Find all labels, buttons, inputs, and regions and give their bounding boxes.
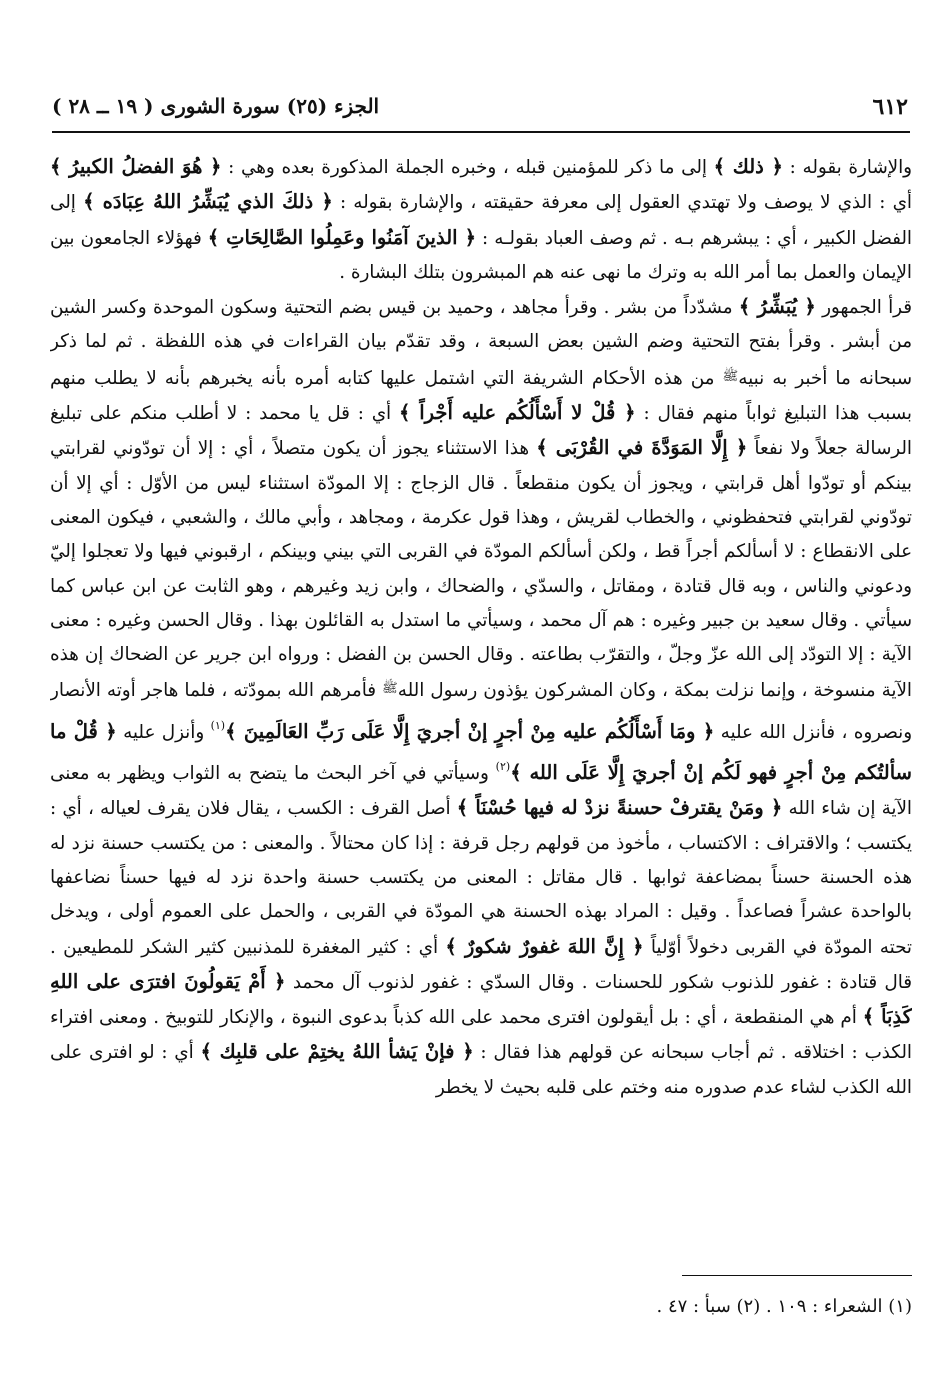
quran-quote: ﴿ يُبَشِّرُ ﴾ [738, 295, 816, 319]
quran-quote: ﴿ إِلَّا المَوَدَّةَ في القُرْبَى ﴾ [536, 436, 748, 460]
text-run: هذا الاستثناء يجوز أن يكون متصلاً ، أي : إلا أن تودّوني لقرابتي بينكم أو تودّوا أهل قرابتي ، ويجوز أن يكون منقطعاً . قال الزجاج : إلا المودّة استثناء ليس من الأوّل : أي إلا أن تودّوني لقرابتي فتحفظوني ، والخطاب لقريش ، وهذا قول عكرمة ، ومجاهد ، وأبي مالك ، والشعبي ، فيكون المعنى على الانقطاع : لا أسألكم أجراً قط ، ولكن أسألكم المودّة في القربى التي بيني وبينكم ، ارقبوني فيها ولا تعجلوا إليّ ودعوني والناس ، وبه قال قتادة ، ومقاتل ، والسدّي ، والضحاك ، وابن زيد وغيرهم ، وهو الثابت عن ابن عباس كما سيأتي . وقال سعيد بن جبير وغيره : هم آل محمد ، وسيأتي ما استدل به القائلون بهذا . وقال الحسن وغيره : معنى الآية : إلا التودّد إلى الله عزّ وجلّ ، والتقرّب بطاعته . وقال الحسن بن الفضل : ورواه ابن جرير عن الضحاك إن هذه الآية منسوخة ، وإنما نزلت بمكة ، وكان المشركون يؤذون رسول الله [50, 438, 912, 702]
text-run: فأمرهم الله بمودّته ، فلما هاجر أوته الأنصار ونصروه ، فأنزل الله عليه [50, 680, 912, 743]
footnote-divider [682, 1275, 912, 1276]
page-header [52, 88, 908, 128]
paragraph-2 [50, 290, 912, 1105]
page-number: ٦١٢ [872, 94, 908, 120]
footnote-marker: (١) [210, 718, 226, 732]
text-run: أي : الذي لا يوصف ولا تهتدي العقول إلى معرفة حقيقته ، والإشارة بقوله : [332, 192, 912, 214]
quran-quote: ﴿ فإنْ يَشأ اللهُ يختِمْ على قلبِك ﴾ [200, 1040, 474, 1064]
quran-quote: ﴿ ومَنْ يقترفْ حسنةً نزدْ له فيها حُسْنَاً ﴾ [456, 796, 783, 820]
text-run: والإشارة بقوله : [782, 157, 912, 178]
text-run: وسيأتي في آخر البحث ما يتضح به الثواب ويظهر به معنى الآية إن شاء الله [50, 763, 912, 820]
main-text [50, 150, 912, 1268]
quran-quote: ﴿ ذلك ﴾ [713, 155, 783, 178]
footnotes: (١) الشعراء : ١٠٩ . (٢) سبأ : ٤٧ . [656, 1296, 912, 1317]
text-run: إلى الفضل الكبير ، أي : يبشرهم بـه . ثم وصف العباد بقولـه : [50, 192, 912, 249]
text-run: إلى ما ذكر للمؤمنين قبله ، وخبره الجملة المذكورة بعده وهي : [221, 157, 714, 178]
text-run: من هذه الأحكام الشريفة التي اشتمل عليها كتابه أمره بأنه يخبرهم بأنه لا يطلب منهم بسبب هذا التبليغ ثواباً منهم فقال : [50, 367, 912, 425]
paragraph-1 [50, 150, 912, 290]
quran-quote: ﴿ هُوَ الفضلُ الكبيرُ ﴾ [50, 155, 222, 178]
text-run: وأنزل عليه [116, 721, 211, 743]
text-run: أي : كثير المغفرة للمذنبين كثير الشكر للمطيعين . قال قتادة : غفور للذنوب شكور للحسنات . وقال السدّي : غفور لذنوب آل محمد [50, 936, 912, 993]
text-run: فهؤلاء الجامعون بين الإيمان والعمل بما أمر الله به وترك ما نهى عنه هم المبشرون بتلك البشارة . [50, 227, 912, 283]
quran-quote: ﴿ ومَا أَسْأَلُكُم عليه مِنْ أجرٍ إنْ أجريَ إِلَّا عَلَى رَبِّ العَالَمِينَ ﴾ [225, 719, 715, 743]
text-run: أي : قل يا محمد : لا أطلب منكم على تبليغ الرسالة جعلاً ولا نفعاً [50, 403, 912, 460]
text-run: مشدّداً من بشر . وقرأ مجاهد ، وحميد بن قيس بضم التحتية وسكون الموحدة وكسر الشين من أبشر . وقرأ بفتح التحتية وضم الشين بعض السبعة ، وقد تقدّم بيان القراءات في هذه اللفظة . ثم لما ذكر سبحانه ما أخبر به نبيه [50, 297, 912, 389]
quran-quote: ﴿ قُلْ لا أَسْأَلُكُم عليه أَجْراً ﴾ [398, 401, 636, 425]
quran-quote: ﴿ إِنَّ اللهَ غفورٌ شكورٌ ﴾ [445, 934, 644, 958]
header-divider [52, 131, 910, 133]
text-run: أم هي المنقطعة ، أي : بل أيقولون افترى محمد على الله كذباً بدعوى النبوة ، والإنكار للتوبيخ . ومعنى افتراء الكذب : اختلاقه . ثم أجاب سبحانه عن قولهم هذا فقال : [50, 1007, 912, 1064]
text-run: قرأ الجمهور [815, 297, 912, 319]
salawat-symbol: ﷺ [722, 368, 739, 384]
quran-quote: ﴿ أَمْ يَقولُونَ افترَى على اللهِ كَذِبَاً ﴾ [50, 969, 912, 1029]
salawat-symbol: ﷺ [382, 681, 398, 697]
quran-quote: ﴿ قُلْ ما سألتُكم مِنْ أجرٍ فهو لَكُم إنْ أجريَ إِلَّا عَلَى الله ﴾ [50, 719, 912, 785]
text-run: أصل القرف : الكسب ، يقال فلان يقرف لعياله ، أي : يكتسب ؛ والاقتراف : الاكتساب ، مأخوذ من قولهم رجل قرفة : إذا كان محتالاً . والمعنى : من يكتسب حسنة نزد له هذه الحسنة حسناً بمضاعفة ثوابها . قال مقاتل : المعنى من يكتسب حسنة واحدة نزد له فيها حسناً نضاعفها بالواحدة عشراً فصاعداً . وقيل : المراد بهذه الحسنة هي المودّة في القربى ، والحمل على العموم أولى ، ويدخل تحته المودّة في القربى دخولاً أوّلياً [50, 798, 912, 958]
quran-quote: ﴿ الذينَ آمَنُوا وعَمِلُوا الصَّالِحَاتِ ﴾ [207, 225, 477, 249]
footnote-marker: (٢) [495, 760, 511, 774]
running-title: الجزء (٢٥) سورة الشورى ( ١٩ ــ ٢٨ ) [52, 94, 380, 118]
text-run: أي : لو افترى على الله الكذب لشاء عدم صدوره منه وختم على قلبه بحيث لا يخطر [50, 1042, 912, 1098]
quran-quote: ﴿ ذلكَ الذي يُبَشِّرُ اللهُ عِبَادَه ﴾ [83, 190, 333, 214]
